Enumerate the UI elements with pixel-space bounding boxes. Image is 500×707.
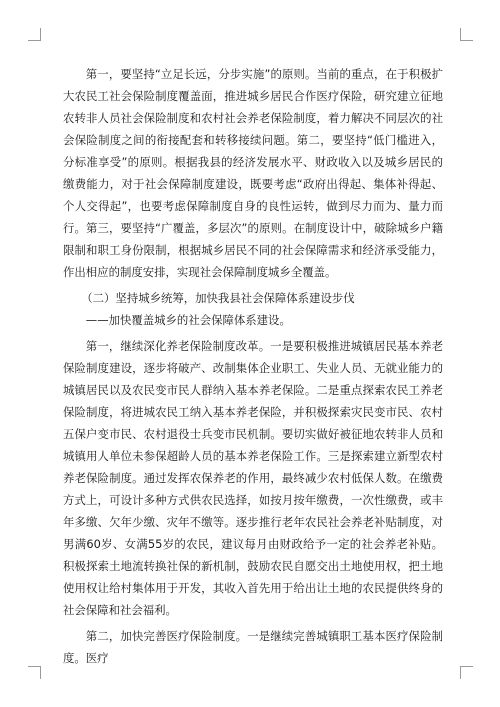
section-heading: （二）坚持城乡统筹，加快我县社会保障体系建设步伐 <box>81 291 355 305</box>
crop-mark-bottom-right <box>460 666 473 679</box>
crop-mark-top-left <box>28 28 41 41</box>
sub-heading: ——加快覆盖城乡的社会保障体系建设。 <box>85 313 291 327</box>
crop-mark-top-right <box>460 28 473 41</box>
document-body <box>63 63 443 669</box>
crop-mark-bottom-left <box>28 666 41 679</box>
paragraph-medical-insurance: 第二，加快完善医疗保险制度。一是继续完善城镇职工基本医疗保险制度。医疗 <box>63 629 443 665</box>
paragraph-pension-reform: 第一，继续深化养老保险制度改革。一是要积极推进城镇居民基本养老保险制度建设，逐步将破产、改制集体企业职工、失业人员、无就业能力的城镇居民以及农民变市民人群纳入基本养老保险。二是重点探索农民工养老保险制度，将进城农民工纳入基本养老保险，并积极探索灾民变市民、农村五保户变市民、农村退役士兵变市民机制。要切实做好被征地农转非人员和城镇用人单位未参保超龄人员的基本养老保险工作。三是探索建立新型农村养老保险制度。通过发挥农保养老的作用，最终减少农村低保人数。在缴费方式上，可设计多种方式供农民选择，如按月按年缴费，一次性缴费，或丰年多缴、欠年少缴、灾年不缴等。逐步推行老年农民社会养老补贴制度，对男满60岁、女满55岁的农民，建议每月由财政给予一定的社会养老补贴。积极探索土地流转换社保的新机制，鼓励农民自愿交出土地使用权，把土地使用权让给村集体用于开发，其收入首先用于给出让土地的农民提供终身的社会保障和社会福利。 <box>63 339 443 617</box>
paragraph-principles: 第一，要坚持“立足长远，分步实施”的原则。当前的重点，在于积极扩大农民工社会保险制度覆盖面，推进城乡居民合作医疗保险，研究建立征地农转非人员社会保险制度和农村社会养老保险制度，着力解决不同层次的社会保险制度之间的衔接配套和转移接续问题。第二，要坚持“低门槛进入，分标准享受”的原则。根据我县的经济发展水平、财政收入以及城乡居民的缴费能力，对于社会保障制度建设，既要考虑“政府出得起、集体补得起、个人交得起”，也要考虑保障制度自身的良性运转，做到尽力而为、量力而行。第三，要坚持“广覆盖，多层次”的原则。在制度设计中，破除城乡户籍限制和职工身份限制，根据城乡居民不同的社会保障需求和经济承受能力，作出相应的制度安排，实现社会保障制度城乡全覆盖。 <box>63 67 443 279</box>
